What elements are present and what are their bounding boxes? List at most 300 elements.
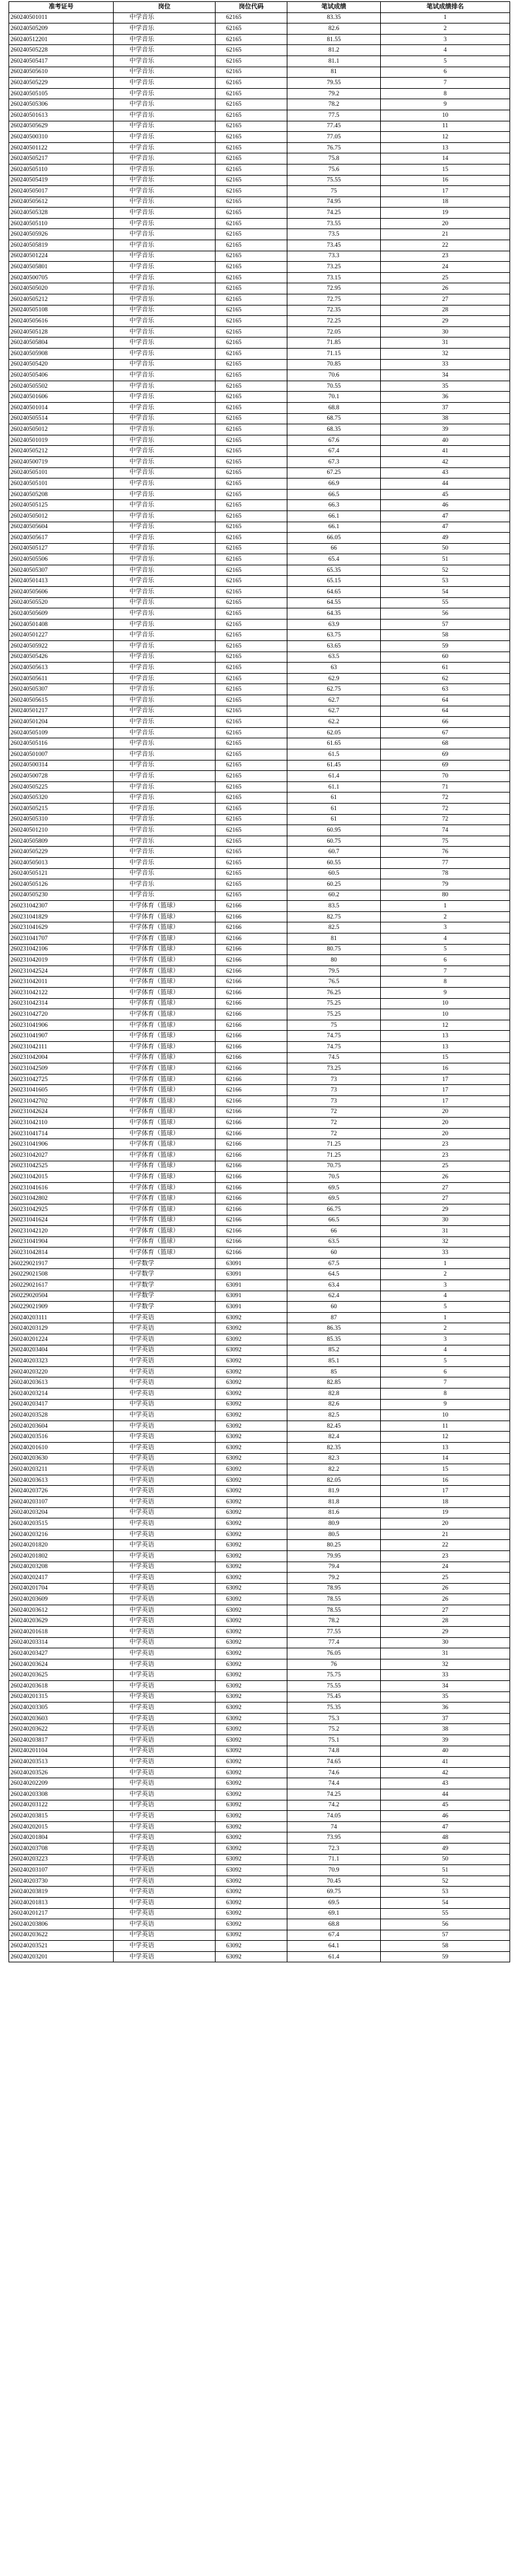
table-row xyxy=(9,251,510,262)
cell-position: 中学音乐 xyxy=(114,868,216,879)
cell-written-score: 75.75 xyxy=(287,1670,381,1681)
cell-position: 中学英语 xyxy=(114,1366,216,1377)
cell-position: 中学音乐 xyxy=(114,619,216,630)
cell-position: 中学英语 xyxy=(114,1887,216,1898)
cell-written-score: 72.3 xyxy=(287,1843,381,1854)
cell-written-rank: 66 xyxy=(381,717,510,728)
cell-position-code: 62165 xyxy=(216,196,287,208)
cell-position: 中学音乐 xyxy=(114,479,216,490)
table-row xyxy=(9,1594,510,1605)
table-row xyxy=(9,338,510,349)
cell-written-rank: 23 xyxy=(381,1550,510,1562)
cell-written-rank: 55 xyxy=(381,1908,510,1919)
cell-written-rank: 3 xyxy=(381,34,510,45)
cell-written-score: 79.2 xyxy=(287,1573,381,1584)
cell-position: 中学体育（篮球） xyxy=(114,1248,216,1259)
cell-written-score: 66 xyxy=(287,543,381,554)
cell-written-rank: 32 xyxy=(381,1659,510,1670)
cell-written-rank: 58 xyxy=(381,1941,510,1952)
table-row xyxy=(9,1496,510,1507)
table-row xyxy=(9,1323,510,1334)
table-row xyxy=(9,1670,510,1681)
cell-exam-id: 260240203427 xyxy=(9,1648,114,1659)
cell-position-code: 62165 xyxy=(216,879,287,890)
cell-exam-id: 260231041829 xyxy=(9,911,114,922)
cell-written-score: 73 xyxy=(287,1095,381,1107)
cell-exam-id: 260240505801 xyxy=(9,262,114,273)
cell-exam-id: 260240203609 xyxy=(9,1594,114,1605)
cell-exam-id: 260240505225 xyxy=(9,781,114,793)
cell-position-code: 62165 xyxy=(216,110,287,121)
cell-position: 中学体育（篮球） xyxy=(114,1107,216,1118)
cell-exam-id: 260240202209 xyxy=(9,1778,114,1789)
cell-exam-id: 260231042111 xyxy=(9,1042,114,1053)
cell-written-rank: 26 xyxy=(381,1583,510,1594)
cell-exam-id: 260240203404 xyxy=(9,1345,114,1356)
cell-position-code: 63092 xyxy=(216,1356,287,1367)
cell-exam-id: 260240501210 xyxy=(9,825,114,836)
table-row xyxy=(9,998,510,1009)
cell-exam-id: 260240505804 xyxy=(9,338,114,349)
table-row xyxy=(9,836,510,847)
cell-written-rank: 1 xyxy=(381,1258,510,1269)
cell-position-code: 62165 xyxy=(216,316,287,327)
cell-written-score: 77.55 xyxy=(287,1627,381,1638)
table-row xyxy=(9,1703,510,1714)
cell-written-score: 72 xyxy=(287,1118,381,1129)
cell-exam-id: 260240505616 xyxy=(9,316,114,327)
cell-position-code: 62165 xyxy=(216,554,287,565)
cell-position-code: 62166 xyxy=(216,1226,287,1237)
cell-exam-id: 260240505406 xyxy=(9,370,114,381)
cell-written-rank: 2 xyxy=(381,1323,510,1334)
cell-written-score: 81.55 xyxy=(287,34,381,45)
cell-position-code: 62165 xyxy=(216,738,287,749)
cell-position-code: 62166 xyxy=(216,988,287,999)
table-row xyxy=(9,435,510,446)
cell-written-rank: 10 xyxy=(381,998,510,1009)
cell-position-code: 62165 xyxy=(216,890,287,901)
cell-position-code: 63092 xyxy=(216,1908,287,1919)
table-row xyxy=(9,1280,510,1291)
cell-written-rank: 52 xyxy=(381,1876,510,1887)
cell-written-rank: 69 xyxy=(381,749,510,760)
cell-exam-id: 260240203726 xyxy=(9,1486,114,1497)
cell-written-rank: 55 xyxy=(381,597,510,608)
table-row xyxy=(9,1605,510,1616)
cell-exam-id: 260240505506 xyxy=(9,554,114,565)
cell-written-score: 61.65 xyxy=(287,738,381,749)
cell-exam-id: 260240505328 xyxy=(9,208,114,219)
cell-written-score: 66.5 xyxy=(287,1215,381,1226)
cell-position-code: 62165 xyxy=(216,781,287,793)
table-row xyxy=(9,1312,510,1323)
cell-exam-id: 260240501217 xyxy=(9,706,114,717)
cell-written-rank: 22 xyxy=(381,240,510,251)
cell-written-rank: 53 xyxy=(381,1887,510,1898)
cell-position: 中学音乐 xyxy=(114,760,216,771)
cell-written-score: 74.25 xyxy=(287,1789,381,1800)
cell-exam-id: 260240505629 xyxy=(9,121,114,132)
cell-written-score: 80.25 xyxy=(287,1540,381,1551)
cell-position-code: 62165 xyxy=(216,175,287,186)
cell-position: 中学英语 xyxy=(114,1637,216,1648)
cell-written-rank: 46 xyxy=(381,1811,510,1822)
cell-exam-id: 260240501014 xyxy=(9,402,114,413)
cell-written-score: 64.35 xyxy=(287,608,381,620)
cell-written-rank: 56 xyxy=(381,1919,510,1930)
cell-position-code: 62165 xyxy=(216,67,287,78)
cell-exam-id: 260240203216 xyxy=(9,1529,114,1540)
cell-position: 中学英语 xyxy=(114,1691,216,1703)
cell-written-score: 69.5 xyxy=(287,1182,381,1193)
cell-written-score: 86.35 xyxy=(287,1323,381,1334)
cell-position-code: 63092 xyxy=(216,1648,287,1659)
cell-written-score: 74.75 xyxy=(287,1031,381,1042)
cell-written-score: 82.5 xyxy=(287,922,381,934)
cell-exam-id: 260231042925 xyxy=(9,1204,114,1215)
cell-written-score: 77.05 xyxy=(287,132,381,143)
cell-written-score: 63.5 xyxy=(287,1236,381,1248)
cell-position-code: 63092 xyxy=(216,1951,287,1962)
cell-written-rank: 27 xyxy=(381,1193,510,1204)
cell-written-rank: 20 xyxy=(381,1118,510,1129)
cell-written-rank: 27 xyxy=(381,294,510,306)
cell-written-score: 69.5 xyxy=(287,1897,381,1908)
table-row xyxy=(9,771,510,782)
cell-exam-id: 260240505307 xyxy=(9,565,114,576)
cell-written-rank: 28 xyxy=(381,305,510,316)
cell-position-code: 63092 xyxy=(216,1442,287,1453)
cell-written-score: 71.25 xyxy=(287,1139,381,1150)
cell-exam-id: 260240501408 xyxy=(9,619,114,630)
cell-exam-id: 260240203730 xyxy=(9,1876,114,1887)
cell-written-rank: 76 xyxy=(381,847,510,858)
cell-written-rank: 72 xyxy=(381,803,510,814)
cell-written-score: 60.75 xyxy=(287,836,381,847)
cell-position: 中学音乐 xyxy=(114,132,216,143)
cell-written-rank: 45 xyxy=(381,1800,510,1811)
cell-written-rank: 17 xyxy=(381,1095,510,1107)
table-row xyxy=(9,1616,510,1627)
cell-exam-id: 260240505012 xyxy=(9,424,114,435)
cell-position: 中学体育（篮球） xyxy=(114,1074,216,1085)
cell-exam-id: 260229021617 xyxy=(9,1280,114,1291)
cell-exam-id: 260240203305 xyxy=(9,1703,114,1714)
cell-written-score: 61 xyxy=(287,803,381,814)
table-row xyxy=(9,316,510,327)
cell-written-rank: 37 xyxy=(381,402,510,413)
table-row xyxy=(9,12,510,24)
cell-written-rank: 20 xyxy=(381,1128,510,1139)
cell-position-code: 62165 xyxy=(216,684,287,695)
cell-position-code: 63092 xyxy=(216,1562,287,1573)
cell-position-code: 63092 xyxy=(216,1854,287,1865)
cell-position-code: 62165 xyxy=(216,500,287,511)
table-row xyxy=(9,1031,510,1042)
cell-written-score: 79.2 xyxy=(287,88,381,99)
cell-position-code: 63092 xyxy=(216,1832,287,1844)
cell-position-code: 62165 xyxy=(216,510,287,522)
cell-position: 中学音乐 xyxy=(114,316,216,327)
cell-exam-id: 260240203323 xyxy=(9,1356,114,1367)
cell-written-score: 71.25 xyxy=(287,1150,381,1161)
cell-position: 中学英语 xyxy=(114,1550,216,1562)
cell-exam-id: 260240501007 xyxy=(9,749,114,760)
cell-position: 中学英语 xyxy=(114,1789,216,1800)
cell-written-rank: 41 xyxy=(381,1757,510,1768)
cell-written-rank: 33 xyxy=(381,359,510,370)
cell-position: 中学音乐 xyxy=(114,164,216,175)
cell-exam-id: 260229021508 xyxy=(9,1269,114,1280)
cell-written-rank: 36 xyxy=(381,392,510,403)
cell-position-code: 63092 xyxy=(216,1941,287,1952)
cell-written-rank: 21 xyxy=(381,229,510,240)
cell-exam-id: 260240505013 xyxy=(9,857,114,868)
cell-position-code: 62166 xyxy=(216,1236,287,1248)
cell-exam-id: 260231042004 xyxy=(9,1052,114,1063)
table-row xyxy=(9,1107,510,1118)
cell-position: 中学音乐 xyxy=(114,262,216,273)
cell-position-code: 63092 xyxy=(216,1345,287,1356)
cell-position-code: 63092 xyxy=(216,1486,287,1497)
cell-position: 中学音乐 xyxy=(114,825,216,836)
cell-position: 中学音乐 xyxy=(114,781,216,793)
cell-written-score: 66.5 xyxy=(287,489,381,500)
cell-position-code: 63092 xyxy=(216,1540,287,1551)
table-row xyxy=(9,1475,510,1486)
cell-written-score: 70.6 xyxy=(287,370,381,381)
cell-exam-id: 260240505012 xyxy=(9,510,114,522)
cell-position-code: 62165 xyxy=(216,576,287,587)
table-row xyxy=(9,88,510,99)
cell-written-score: 79.4 xyxy=(287,1562,381,1573)
table-row xyxy=(9,110,510,121)
cell-position-code: 62165 xyxy=(216,803,287,814)
cell-position-code: 63092 xyxy=(216,1897,287,1908)
cell-position-code: 63092 xyxy=(216,1876,287,1887)
cell-exam-id: 260229021909 xyxy=(9,1302,114,1313)
cell-exam-id: 260231042106 xyxy=(9,944,114,955)
cell-written-score: 63.5 xyxy=(287,652,381,663)
cell-position-code: 62165 xyxy=(216,186,287,197)
cell-position: 中学音乐 xyxy=(114,55,216,67)
table-row xyxy=(9,1930,510,1941)
cell-position: 中学音乐 xyxy=(114,522,216,533)
cell-written-score: 80 xyxy=(287,955,381,966)
cell-written-rank: 1 xyxy=(381,12,510,24)
cell-position-code: 63092 xyxy=(216,1691,287,1703)
cell-exam-id: 260231042624 xyxy=(9,1107,114,1118)
table-row xyxy=(9,500,510,511)
cell-position: 中学音乐 xyxy=(114,326,216,338)
cell-written-score: 74 xyxy=(287,1821,381,1832)
cell-exam-id: 260240203526 xyxy=(9,1767,114,1778)
cell-written-score: 71.15 xyxy=(287,349,381,360)
cell-position-code: 62166 xyxy=(216,911,287,922)
table-row xyxy=(9,1821,510,1832)
table-row xyxy=(9,1453,510,1464)
cell-position-code: 62165 xyxy=(216,24,287,35)
table-row xyxy=(9,663,510,674)
cell-exam-id: 260240201104 xyxy=(9,1746,114,1757)
score-table-container xyxy=(8,0,510,1962)
cell-written-rank: 29 xyxy=(381,316,510,327)
cell-position-code: 62165 xyxy=(216,608,287,620)
cell-written-rank: 17 xyxy=(381,1486,510,1497)
cell-position: 中学音乐 xyxy=(114,45,216,56)
cell-written-rank: 25 xyxy=(381,1573,510,1584)
table-row xyxy=(9,706,510,717)
cell-position-code: 62165 xyxy=(216,164,287,175)
cell-position-code: 62166 xyxy=(216,1107,287,1118)
cell-exam-id: 260231042110 xyxy=(9,1118,114,1129)
cell-written-rank: 4 xyxy=(381,1291,510,1302)
cell-exam-id: 260240500728 xyxy=(9,771,114,782)
cell-position-code: 63091 xyxy=(216,1291,287,1302)
cell-position-code: 62165 xyxy=(216,456,287,467)
cell-written-score: 73.95 xyxy=(287,1832,381,1844)
cell-position-code: 62165 xyxy=(216,467,287,479)
cell-position: 中学体育（篮球） xyxy=(114,1063,216,1075)
cell-position: 中学英语 xyxy=(114,1832,216,1844)
table-row xyxy=(9,132,510,143)
cell-position: 中学音乐 xyxy=(114,857,216,868)
cell-written-rank: 17 xyxy=(381,186,510,197)
cell-written-score: 73.25 xyxy=(287,262,381,273)
cell-written-score: 62.9 xyxy=(287,673,381,684)
cell-exam-id: 260240203223 xyxy=(9,1854,114,1865)
cell-written-rank: 13 xyxy=(381,1442,510,1453)
cell-written-rank: 3 xyxy=(381,1280,510,1291)
cell-written-score: 74.5 xyxy=(287,1052,381,1063)
cell-position: 中学音乐 xyxy=(114,630,216,641)
cell-position-code: 63092 xyxy=(216,1312,287,1323)
cell-exam-id: 260231042314 xyxy=(9,998,114,1009)
cell-written-rank: 15 xyxy=(381,164,510,175)
cell-position: 中学数学 xyxy=(114,1291,216,1302)
cell-position: 中学英语 xyxy=(114,1529,216,1540)
cell-position-code: 63092 xyxy=(216,1432,287,1443)
cell-position: 中学音乐 xyxy=(114,652,216,663)
table-row xyxy=(9,413,510,424)
cell-written-rank: 68 xyxy=(381,738,510,749)
table-row xyxy=(9,1302,510,1313)
cell-exam-id: 260240505306 xyxy=(9,99,114,110)
cell-exam-id: 260240201804 xyxy=(9,1832,114,1844)
table-row xyxy=(9,55,510,67)
cell-written-score: 61.5 xyxy=(287,749,381,760)
cell-exam-id: 260231042725 xyxy=(9,1074,114,1085)
cell-exam-id: 260240505128 xyxy=(9,326,114,338)
table-row xyxy=(9,1865,510,1876)
cell-position: 中学英语 xyxy=(114,1496,216,1507)
cell-written-rank: 25 xyxy=(381,1161,510,1172)
table-row xyxy=(9,825,510,836)
cell-position-code: 62166 xyxy=(216,1215,287,1226)
cell-written-score: 76.25 xyxy=(287,988,381,999)
table-row xyxy=(9,1789,510,1800)
table-row xyxy=(9,890,510,901)
cell-written-score: 64.55 xyxy=(287,597,381,608)
cell-exam-id: 260240505127 xyxy=(9,543,114,554)
cell-position: 中学音乐 xyxy=(114,565,216,576)
cell-position-code: 62165 xyxy=(216,717,287,728)
table-row xyxy=(9,684,510,695)
cell-position: 中学英语 xyxy=(114,1724,216,1735)
table-row xyxy=(9,1258,510,1269)
cell-position: 中学音乐 xyxy=(114,110,216,121)
cell-position: 中学体育（篮球） xyxy=(114,1031,216,1042)
cell-exam-id: 260240512201 xyxy=(9,34,114,45)
cell-written-score: 74.6 xyxy=(287,1767,381,1778)
cell-position-code: 63092 xyxy=(216,1767,287,1778)
table-row xyxy=(9,1735,510,1746)
cell-written-rank: 49 xyxy=(381,533,510,544)
cell-position: 中学英语 xyxy=(114,1854,216,1865)
cell-exam-id: 260231042525 xyxy=(9,1161,114,1172)
cell-written-score: 68.75 xyxy=(287,413,381,424)
cell-position-code: 62166 xyxy=(216,1095,287,1107)
cell-exam-id: 260240203515 xyxy=(9,1518,114,1530)
table-row xyxy=(9,186,510,197)
cell-written-score: 72.95 xyxy=(287,283,381,294)
cell-position: 中学音乐 xyxy=(114,587,216,598)
cell-position: 中学英语 xyxy=(114,1410,216,1421)
cell-written-score: 82.05 xyxy=(287,1475,381,1486)
cell-position: 中学英语 xyxy=(114,1811,216,1822)
cell-written-score: 61.1 xyxy=(287,781,381,793)
cell-written-score: 73.15 xyxy=(287,272,381,283)
cell-written-rank: 58 xyxy=(381,630,510,641)
cell-written-rank: 72 xyxy=(381,814,510,825)
cell-written-score: 74.75 xyxy=(287,1042,381,1053)
table-row xyxy=(9,760,510,771)
cell-exam-id: 260240203208 xyxy=(9,1562,114,1573)
cell-position-code: 63092 xyxy=(216,1377,287,1389)
cell-position-code: 63091 xyxy=(216,1302,287,1313)
cell-written-score: 75 xyxy=(287,1020,381,1031)
table-row xyxy=(9,695,510,706)
cell-exam-id: 260240505228 xyxy=(9,45,114,56)
cell-position: 中学音乐 xyxy=(114,684,216,695)
table-row xyxy=(9,1550,510,1562)
table-row xyxy=(9,868,510,879)
cell-exam-id: 260240203613 xyxy=(9,1377,114,1389)
cell-written-rank: 19 xyxy=(381,1507,510,1518)
table-row xyxy=(9,988,510,999)
cell-written-score: 75.35 xyxy=(287,1703,381,1714)
cell-position-code: 63092 xyxy=(216,1887,287,1898)
cell-written-rank: 80 xyxy=(381,890,510,901)
table-body xyxy=(9,12,510,1962)
table-row xyxy=(9,847,510,858)
cell-written-score: 63.4 xyxy=(287,1280,381,1291)
cell-written-score: 71.1 xyxy=(287,1854,381,1865)
cell-position-code: 62165 xyxy=(216,836,287,847)
cell-position: 中学音乐 xyxy=(114,435,216,446)
cell-position-code: 63092 xyxy=(216,1496,287,1507)
cell-written-score: 79.95 xyxy=(287,1550,381,1562)
cell-position: 中学体育（篮球） xyxy=(114,944,216,955)
cell-written-rank: 24 xyxy=(381,262,510,273)
cell-exam-id: 260240201610 xyxy=(9,1442,114,1453)
cell-written-score: 76 xyxy=(287,1659,381,1670)
cell-exam-id: 260231042027 xyxy=(9,1150,114,1161)
table-row xyxy=(9,229,510,240)
table-row xyxy=(9,1063,510,1075)
cell-position: 中学音乐 xyxy=(114,836,216,847)
